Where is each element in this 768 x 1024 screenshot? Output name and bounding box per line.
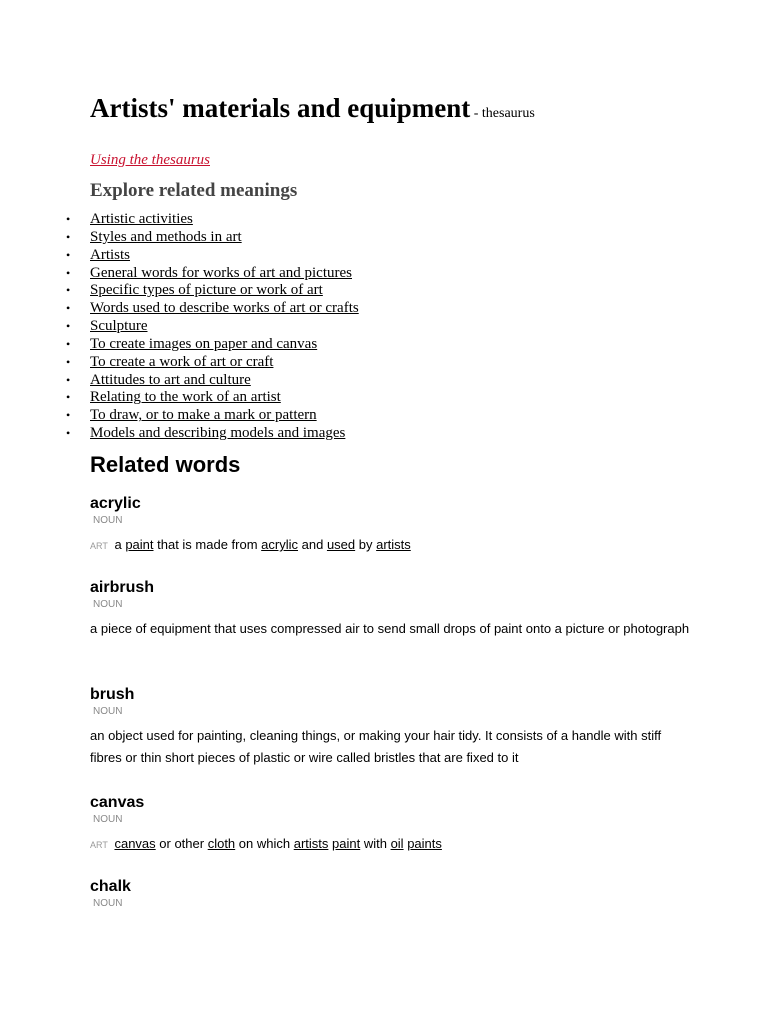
entry-part-of-speech: NOUN — [93, 898, 123, 909]
entry-word: chalk — [90, 878, 131, 895]
def-text: and — [298, 537, 327, 552]
page-title: Artists' materials and equipment — [90, 93, 471, 123]
def-link[interactable]: paint — [125, 537, 154, 552]
word-entry-canvas — [90, 794, 690, 856]
meaning-link[interactable]: To create a work of art or craft — [90, 353, 274, 370]
bullet-icon: • — [66, 354, 71, 369]
related-words-heading: Related words — [90, 452, 241, 477]
entry-part-of-speech: NOUN — [93, 599, 123, 610]
def-link[interactable]: acrylic — [261, 537, 299, 552]
title-row — [90, 93, 535, 124]
using-thesaurus-link[interactable]: Using the thesaurus — [90, 152, 210, 168]
def-link[interactable]: artists — [293, 836, 329, 851]
entry-word: canvas — [90, 794, 145, 811]
bullet-icon: • — [66, 372, 71, 387]
bullet-icon: • — [66, 301, 71, 316]
bullet-icon: • — [66, 283, 71, 298]
entry-part-of-speech: NOUN — [93, 515, 123, 526]
meaning-link[interactable]: Models and describing models and images — [90, 425, 346, 442]
meaning-link[interactable]: Sculpture — [90, 318, 148, 335]
def-link[interactable]: paints — [407, 836, 442, 851]
bullet-icon: • — [66, 265, 71, 280]
meaning-link[interactable]: General words for works of art and pictures — [90, 264, 352, 281]
def-text: or other — [155, 836, 208, 851]
bullet-icon: • — [66, 229, 71, 244]
bullet-icon: • — [66, 319, 71, 334]
entry-definition: an object used for painting, cleaning things, or making your hair tidy. It consists of a handle with stiff fibres or thin short pieces of plastic or wire called bristles that are fixed to it — [90, 728, 662, 765]
entry-word: airbrush — [90, 579, 155, 596]
meaning-link[interactable]: Attitudes to art and culture — [90, 371, 251, 388]
subject-label: ART — [90, 541, 108, 551]
word-entry-brush — [90, 686, 690, 769]
def-link[interactable]: cloth — [207, 836, 236, 851]
def-link[interactable]: canvas — [114, 836, 156, 851]
bullet-icon: • — [66, 212, 71, 226]
entry-part-of-speech: NOUN — [93, 706, 123, 717]
subject-label: ART — [90, 840, 108, 850]
explore-heading: Explore related meanings — [90, 180, 298, 201]
bullet-icon: • — [66, 408, 71, 423]
entry-part-of-speech: NOUN — [93, 814, 123, 825]
def-text: a — [110, 537, 126, 552]
meaning-link[interactable]: To create images on paper and canvas — [90, 335, 318, 352]
entry-word: brush — [90, 686, 135, 703]
def-text: that is made from — [153, 537, 262, 552]
meaning-link[interactable]: Artistic activities — [90, 211, 193, 227]
word-entry-airbrush — [90, 579, 690, 640]
bullet-icon: • — [66, 247, 71, 262]
entry-definition — [90, 833, 690, 856]
def-text: on which — [235, 836, 294, 851]
meaning-link[interactable]: To draw, or to make a mark or pattern — [90, 407, 317, 424]
meaning-link[interactable]: Relating to the work of an artist — [90, 389, 281, 406]
def-link[interactable]: oil — [390, 836, 404, 851]
def-link[interactable]: used — [326, 537, 356, 552]
entry-word: acrylic — [90, 495, 141, 512]
word-entry-acrylic — [90, 495, 690, 557]
bullet-icon: • — [66, 426, 71, 441]
def-link[interactable]: artists — [376, 537, 411, 552]
meaning-link[interactable]: Styles and methods in art — [90, 228, 242, 245]
entry-definition: a piece of equipment that uses compressed air to send small drops of paint onto a picture or photograph — [90, 621, 690, 636]
def-link[interactable]: paint — [332, 836, 361, 851]
bullet-icon: • — [66, 390, 71, 405]
bullet-icon: • — [66, 336, 71, 351]
meaning-link[interactable]: Words used to describe works of art or crafts — [90, 300, 359, 317]
def-text: by — [355, 537, 377, 552]
page-subtitle: - thesaurus — [470, 106, 535, 121]
word-entry-chalk — [90, 878, 131, 911]
def-text: with — [360, 836, 391, 851]
meaning-link[interactable]: Specific types of picture or work of art — [90, 282, 323, 299]
meaning-link[interactable]: Artists — [90, 246, 131, 263]
entry-definition — [90, 534, 690, 557]
